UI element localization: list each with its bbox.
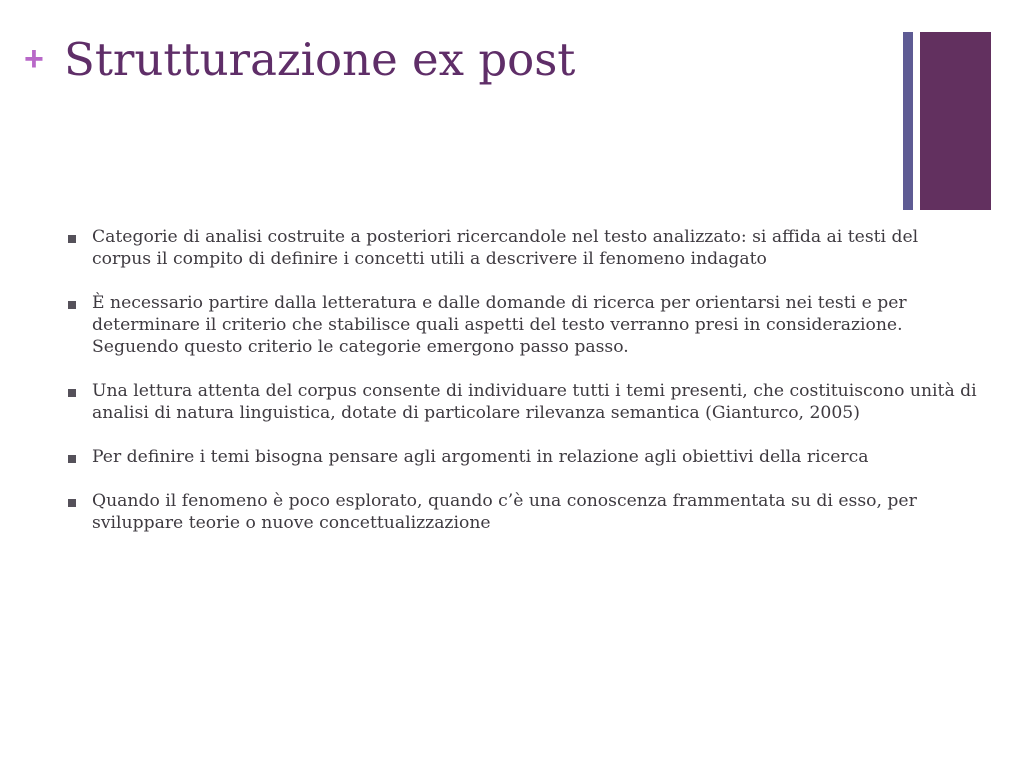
bullet-item: [66, 446, 982, 468]
plus-icon: +: [24, 40, 44, 78]
square-bullet-icon: [68, 455, 76, 463]
bullet-text: Per definire i temi bisogna pensare agli argomenti in relazione agli obiettivi della ricerca: [92, 447, 869, 467]
bullet-text: Categorie di analisi costruite a posteriori ricercandole nel testo analizzato: si affida ai testi del corpus il compito di definire i concetti utili a descrivere il fenomeno indagato: [92, 227, 919, 269]
decorative-bar-thin: [903, 32, 913, 210]
square-bullet-icon: [68, 301, 76, 309]
bullet-text: È necessario partire dalla letteratura e dalle domande di ricerca per orientarsi nei testi e per determinare il criterio che stabilisce quali aspetti del testo verranno presi in considerazione. Seguendo questo criterio le categorie emergono passo passo.: [92, 293, 907, 357]
bullet-text: Una lettura attenta del corpus consente di individuare tutti i temi presenti, che costituiscono unità di analisi di natura linguistica, dotate di particolare rilevanza semantica (Gianturco, 2005): [92, 381, 977, 423]
decorative-bar-thick: [920, 32, 991, 210]
bullet-item: [66, 380, 982, 424]
bullet-item: [66, 226, 982, 270]
bullet-text: Quando il fenomeno è poco esplorato, quando c’è una conoscenza frammentata su di esso, per sviluppare teorie o nuove concettualizzazione: [92, 491, 917, 533]
square-bullet-icon: [68, 235, 76, 243]
bullet-item: [66, 490, 982, 534]
square-bullet-icon: [68, 389, 76, 397]
square-bullet-icon: [68, 499, 76, 507]
bullet-list: [66, 226, 982, 556]
slide-title: Strutturazione ex post: [64, 33, 576, 86]
bullet-item: [66, 292, 982, 358]
